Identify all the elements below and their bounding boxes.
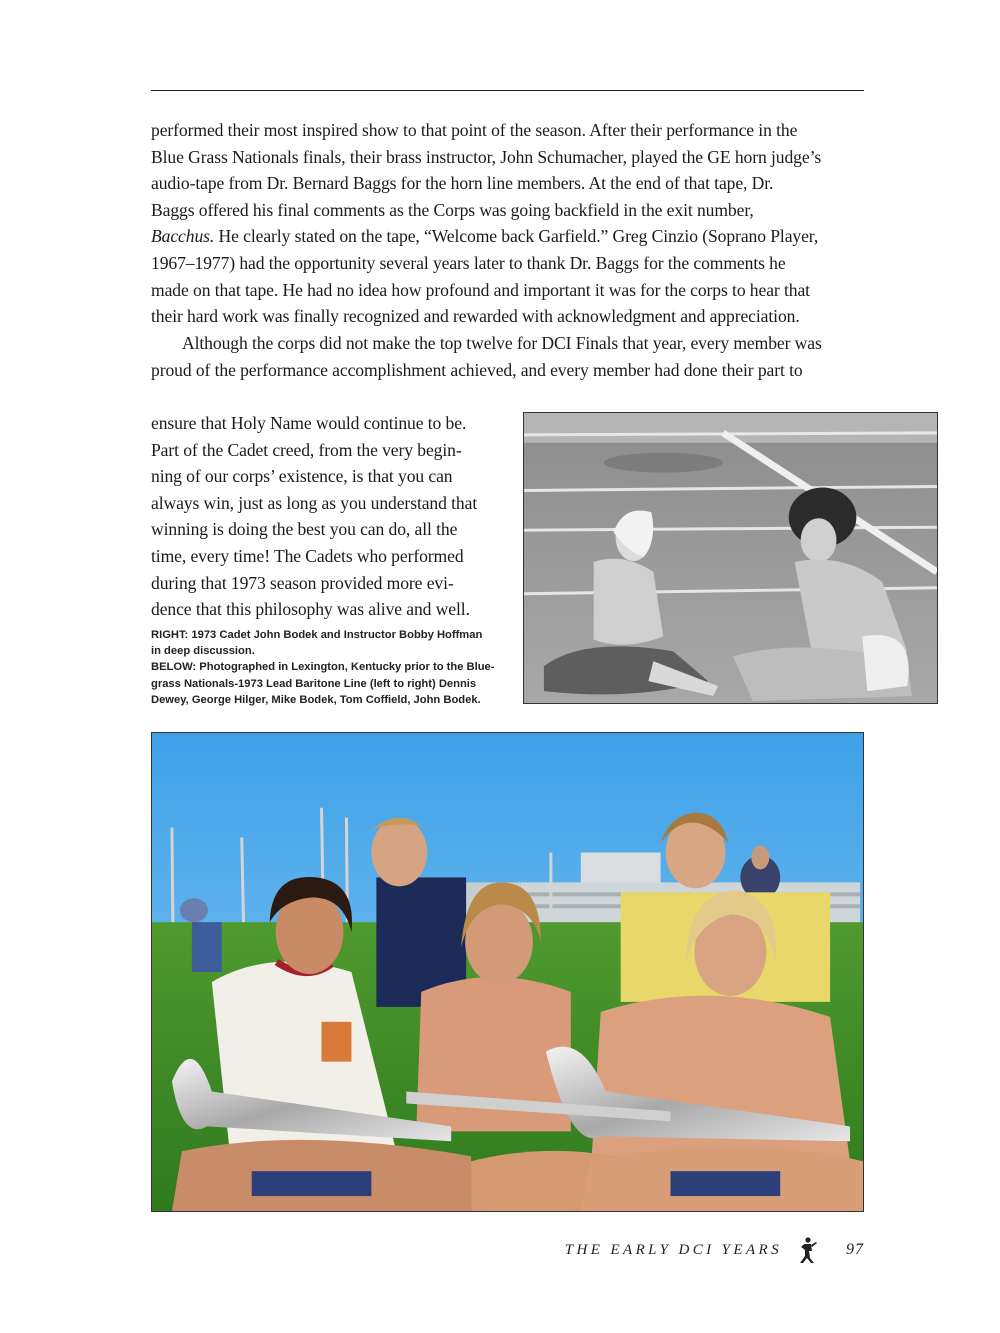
- text-line: Although the corps did not make the top twelve for DCI Finals that year, every member was: [182, 333, 822, 353]
- text-line: ning of our corps’ existence, is that you can: [151, 466, 453, 487]
- text-line: Blue Grass Nationals finals, their brass instructor, John Schumacher, played the GE horn judge’s: [151, 146, 822, 167]
- text-line: made on that tape. He had no idea how profound and important it was for the corps to hear that: [151, 279, 810, 300]
- photo-bw-illustration: [524, 413, 937, 703]
- italic-title: Bacchus.: [151, 226, 215, 247]
- paragraph-1: [151, 117, 864, 330]
- photo-color-illustration: [152, 733, 863, 1211]
- page-footer: [565, 1238, 864, 1262]
- text-line: always win, just as long as you understand that: [151, 492, 478, 513]
- text-line: [151, 223, 864, 250]
- text-line: winning is doing the best you can do, all the: [151, 519, 458, 540]
- running-footer-title: THE EARLY DCI YEARS: [564, 1241, 782, 1258]
- text-line: time, every time! The Cadets who performed: [151, 545, 464, 566]
- text-line: proud of the performance accomplishment achieved, and every member had done their part to: [151, 359, 803, 380]
- photo-bodek-hoffman: [523, 412, 938, 704]
- page-number: 97: [846, 1241, 864, 1258]
- photo-caption: [151, 627, 501, 708]
- caption-line: RIGHT: 1973 Cadet John Bodek and Instructor Bobby Hoffman: [151, 629, 483, 641]
- text-line: performed their most inspired show to that point of the season. After their performance in the: [151, 120, 798, 140]
- text-line: ensure that Holy Name would continue to be.: [151, 413, 467, 433]
- text-line: their hard work was finally recognized and rewarded with acknowledgment and appreciation.: [151, 306, 800, 327]
- caption-line: Dewey, George Hilger, Mike Bodek, Tom Coffield, John Bodek.: [151, 693, 481, 706]
- text-fragment: He clearly stated on the tape, “Welcome back Garfield.” Greg Cinzio (Soprano Player,: [218, 226, 819, 247]
- caption-line: grass Nationals-1973 Lead Baritone Line (left to right) Dennis: [151, 677, 477, 690]
- paragraph-2-continued: [151, 410, 501, 623]
- caption-line: in deep discussion.: [151, 645, 255, 658]
- paragraph-2: [151, 330, 864, 383]
- photo-baritone-line: [151, 732, 864, 1212]
- text-line: 1967–1977) had the opportunity several years later to thank Dr. Baggs for the comments he: [151, 252, 786, 273]
- text-line: dence that this philosophy was alive and well.: [151, 599, 470, 620]
- cadet-figure-icon: [796, 1236, 818, 1264]
- text-line: Baggs offered his final comments as the Corps was going backfield in the exit number,: [151, 199, 754, 220]
- caption-line: BELOW: Photographed in Lexington, Kentucky prior to the Blue-: [151, 661, 495, 674]
- header-rule: [151, 90, 864, 91]
- text-line: Part of the Cadet creed, from the very begin-: [151, 439, 462, 460]
- text-line: during that 1973 season provided more evi-: [151, 572, 454, 593]
- text-line: audio-tape from Dr. Bernard Baggs for the horn line members. At the end of that tape, Dr.: [151, 173, 774, 194]
